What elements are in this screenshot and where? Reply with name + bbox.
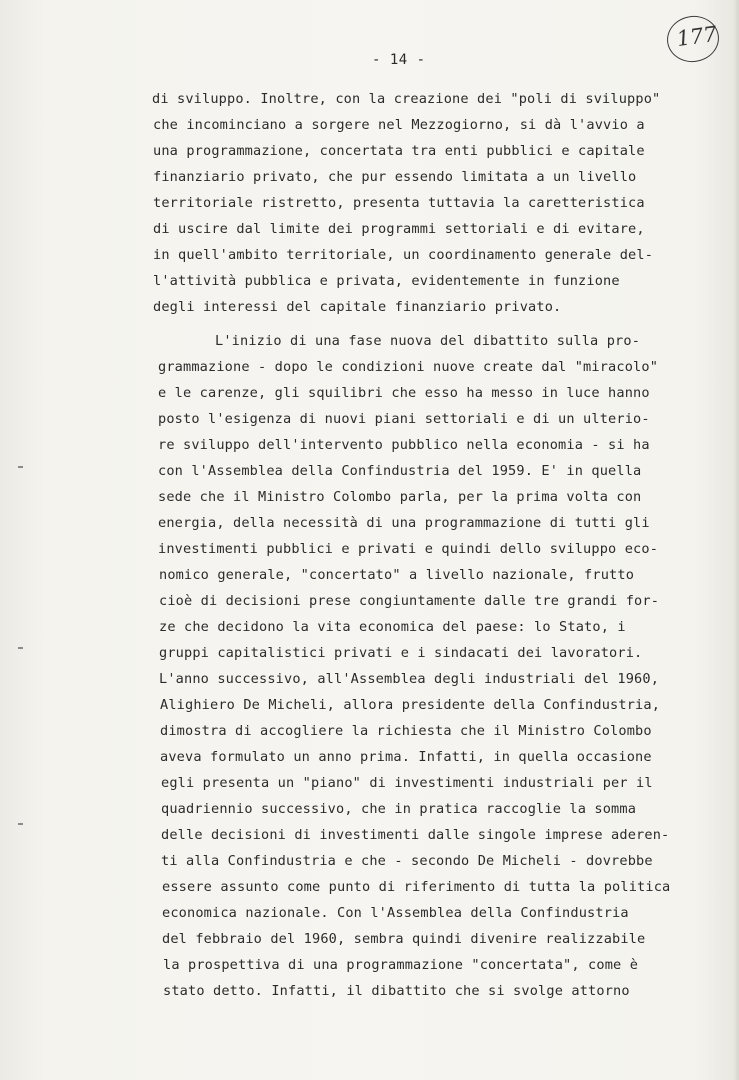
text-line: nomico generale, "concertato" a livello nazionale, frutto	[159, 567, 635, 583]
text-line: in quell'ambito territoriale, un coordinamento generale del-	[153, 247, 654, 263]
text-line: finanziario privato, che pur essendo limitata a un livello	[153, 169, 637, 185]
text-line: dimostra di accogliere la richiesta che il Ministro Colombo	[160, 723, 652, 739]
text-line: ti alla Confindustria e che - secondo De Micheli - dovrebbe	[161, 853, 653, 869]
text-line: re sviluppo dell'intervento pubblico nella economia - si ha	[158, 437, 650, 453]
text-line: che incominciano a sorgere nel Mezzogiorno, si dà l'avvio a	[153, 117, 645, 133]
text-line: delle decisioni di investimenti dalle singole imprese aderen-	[161, 827, 670, 843]
text-line: stato detto. Infatti, il dibattito che si svolge attorno	[163, 983, 630, 999]
text-line: posto l'esigenza di nuovi piani settoriali e di un ulterio-	[158, 411, 650, 427]
margin-mark	[18, 466, 23, 468]
text-line: ze che decidono la vita economica del paese: lo Stato, i	[159, 619, 626, 635]
text-line: quadriennio successivo, che in pratica raccoglie la somma	[161, 801, 637, 817]
text-line: energia, della necessità di una programmazione di tutti gli	[158, 515, 650, 531]
margin-mark	[18, 647, 23, 649]
text-line: la prospettiva di una programmazione "concertata", come è	[163, 957, 639, 973]
page-number: - 14 -	[372, 52, 426, 68]
text-line: egli presenta un "piano" di investimenti industriali per il	[161, 775, 653, 791]
archive-stamp	[664, 13, 722, 66]
text-line: economica nazionale. Con l'Assemblea della Confindustria	[162, 905, 629, 921]
text-line: grammazione - dopo le condizioni nuove create dal "miracolo"	[158, 359, 659, 375]
text-line: l'attività pubblica e privata, evidentemente in funzione	[153, 273, 620, 289]
text-line: di sviluppo. Inoltre, con la creazione dei "poli di sviluppo"	[152, 91, 661, 107]
text-line: gruppi capitalistici privati e i sindacati dei lavoratori.	[159, 645, 643, 661]
text-line: con l'Assemblea della Confindustria del 1959. E' in quella	[158, 463, 642, 479]
text-line: essere assunto come punto di riferimento di tutta la politica	[162, 879, 671, 895]
text-line: L'inizio di una fase nuova del dibattito sulla pro-	[215, 333, 641, 349]
text-line: di uscire dal limite dei programmi settoriali e di evitare,	[153, 221, 645, 237]
text-line: del febbraio del 1960, sembra quindi divenire realizzabile	[162, 931, 646, 947]
margin-mark	[18, 823, 23, 825]
text-line: cioè di decisioni prese congiuntamente dalle tre grandi for-	[159, 593, 660, 609]
text-line: una programmazione, concertata tra enti pubblici e capitale	[153, 143, 645, 159]
text-line: e le carenze, gli squilibri che esso ha messo in luce hanno	[158, 385, 650, 401]
text-line: L'anno successivo, all'Assemblea degli industriali del 1960,	[159, 671, 660, 687]
archive-stamp-number: 177	[675, 21, 719, 52]
text-line: Alighiero De Micheli, allora presidente della Confindustria,	[160, 697, 661, 713]
text-line: investimenti pubblici e privati e quindi dello sviluppo eco-	[158, 541, 659, 557]
page-edge-shadow	[733, 0, 739, 1080]
text-line: territoriale ristretto, presenta tuttavia la caretteristica	[153, 195, 645, 211]
text-line: sede che il Ministro Colombo parla, per la prima volta con	[158, 489, 642, 505]
text-line: degli interessi del capitale finanziario privato.	[153, 299, 562, 315]
text-line: aveva formulato un anno prima. Infatti, in quella occasione	[160, 749, 652, 765]
